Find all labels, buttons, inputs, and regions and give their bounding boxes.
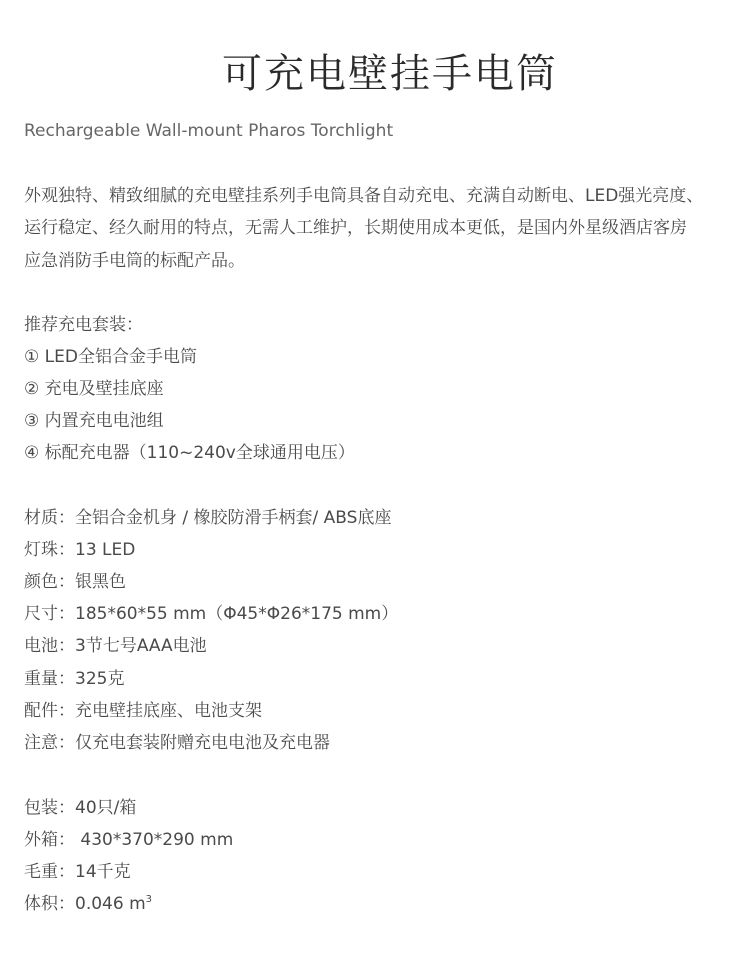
spec-color: 颜色：银黑色	[24, 572, 126, 592]
packing-carton: 外箱： 430*370*290 mm	[24, 830, 234, 850]
intro-paragraph-line: 外观独特、精致细腻的充电壁挂系列手电筒具备自动充电、充满自动断电、LED强光亮度、	[24, 186, 704, 206]
spec-material: 材质：全铝合金机身 / 橡胶防滑手柄套/ ABS底座	[24, 508, 392, 528]
packing-box: 包装：40只/箱	[24, 798, 137, 818]
recommended-kit-item: ④ 标配充电器（110~240v全球通用电压）	[24, 443, 355, 463]
packing-volume-exponent: 3	[145, 894, 153, 905]
packing-volume-text: 体积：0.046 m	[24, 894, 146, 914]
recommended-kit-heading: 推荐充电套装：	[24, 315, 143, 335]
intro-paragraph-line: 运行稳定、经久耐用的特点，无需人工维护，长期使用成本更低，是国内外星级酒店客房	[24, 218, 687, 238]
intro-paragraph-line: 应急消防手电筒的标配产品。	[24, 251, 245, 271]
recommended-kit-item: ① LED全铝合金手电筒	[24, 347, 197, 367]
spec-size: 尺寸：185*60*55 mm（Φ45*Φ26*175 mm）	[24, 604, 399, 624]
page-title: 可充电壁挂手电筒	[222, 51, 558, 97]
recommended-kit-item: ③ 内置充电电池组	[24, 411, 164, 431]
packing-gross-weight: 毛重：14千克	[24, 862, 131, 882]
spec-accessories: 配件：充电壁挂底座、电池支架	[24, 701, 262, 721]
packing-volume	[24, 892, 152, 916]
spec-led: 灯珠：13 LED	[24, 540, 136, 560]
spec-note: 注意：仅充电套装附赠充电电池及充电器	[24, 733, 330, 753]
spec-weight: 重量：325克	[24, 669, 125, 689]
recommended-kit-item: ② 充电及壁挂底座	[24, 379, 164, 399]
page-subtitle: Rechargeable Wall-mount Pharos Torchlight	[24, 121, 394, 141]
spec-battery: 电池：3节七号AAA电池	[24, 636, 207, 656]
